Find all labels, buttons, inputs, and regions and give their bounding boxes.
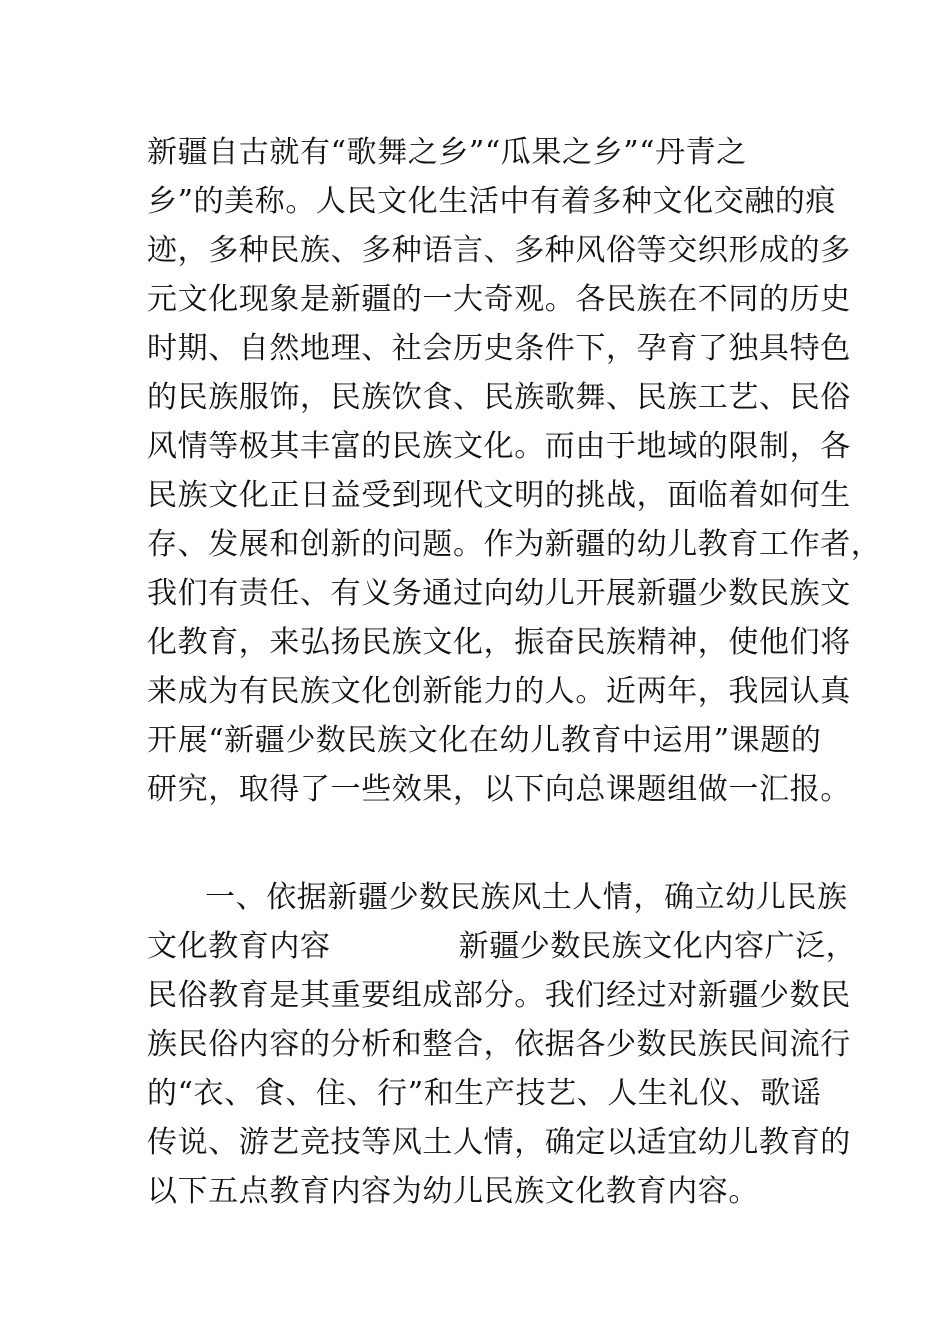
section-1-line-4: 族民俗内容的分析和整合，依据各少数民族民间流行 <box>147 1027 851 1062</box>
paragraph-1-line-14: 研究，取得了一些效果，以下向总课题组做一汇报。 <box>147 772 851 807</box>
paragraph-1-line-11: 化教育，来弘扬民族文化，振奋民族精神，使他们将 <box>147 625 851 660</box>
paragraph-1-line-8: 民族文化正日益受到现代文明的挑战，面临着如何生 <box>147 478 851 513</box>
paragraph-1-line-1: 新疆自古就有“歌舞之乡”“瓜果之乡”“丹青之 <box>147 135 747 170</box>
paragraph-1-line-12: 来成为有民族文化创新能力的人。近两年，我园认真 <box>147 674 851 709</box>
paragraph-1-line-13: 开展“新疆少数民族文化在幼儿教育中运用”课题的 <box>147 723 822 758</box>
section-1-heading-continued <box>147 927 856 967</box>
paragraph-1-line-5: 时期、自然地理、社会历史条件下，孕育了独具特色 <box>147 331 851 366</box>
paragraph-1-line-4: 元文化现象是新疆的一大奇观。各民族在不同的历史 <box>147 282 851 317</box>
section-1-heading-end: 文化教育内容 <box>147 929 331 964</box>
paragraph-1-line-3: 迹，多种民族、多种语言、多种风俗等交织形成的多 <box>147 233 851 268</box>
section-1-line-6: 传说、游艺竞技等风土人情，确定以适宜幼儿教育的 <box>147 1125 851 1160</box>
section-1-line-7: 以下五点教育内容为幼儿民族文化教育内容。 <box>147 1174 759 1209</box>
section-1-heading: 一、依据新疆少数民族风土人情，确立幼儿民族 <box>205 880 848 915</box>
section-1-line-3: 民俗教育是其重要组成部分。我们经过对新疆少数民 <box>147 978 851 1013</box>
paragraph-1-line-9: 存、发展和创新的问题。作为新疆的幼儿教育工作者， <box>147 527 882 562</box>
paragraph-1-line-6: 的民族服饰，民族饮食、民族歌舞、民族工艺、民俗 <box>147 380 851 415</box>
paragraph-1-line-7: 风情等极其丰富的民族文化。而由于地域的限制，各 <box>147 429 851 464</box>
section-1-line-5: 的“衣、食、住、行”和生产技艺、人生礼仪、歌谣 <box>147 1076 822 1111</box>
paragraph-1-line-10: 我们有责任、有义务通过向幼儿开展新疆少数民族文 <box>147 576 851 611</box>
section-1-body-start: 新疆少数民族文化内容广泛， <box>458 929 857 964</box>
paragraph-1-line-2: 乡”的美称。人民文化生活中有着多种文化交融的痕 <box>147 184 837 219</box>
